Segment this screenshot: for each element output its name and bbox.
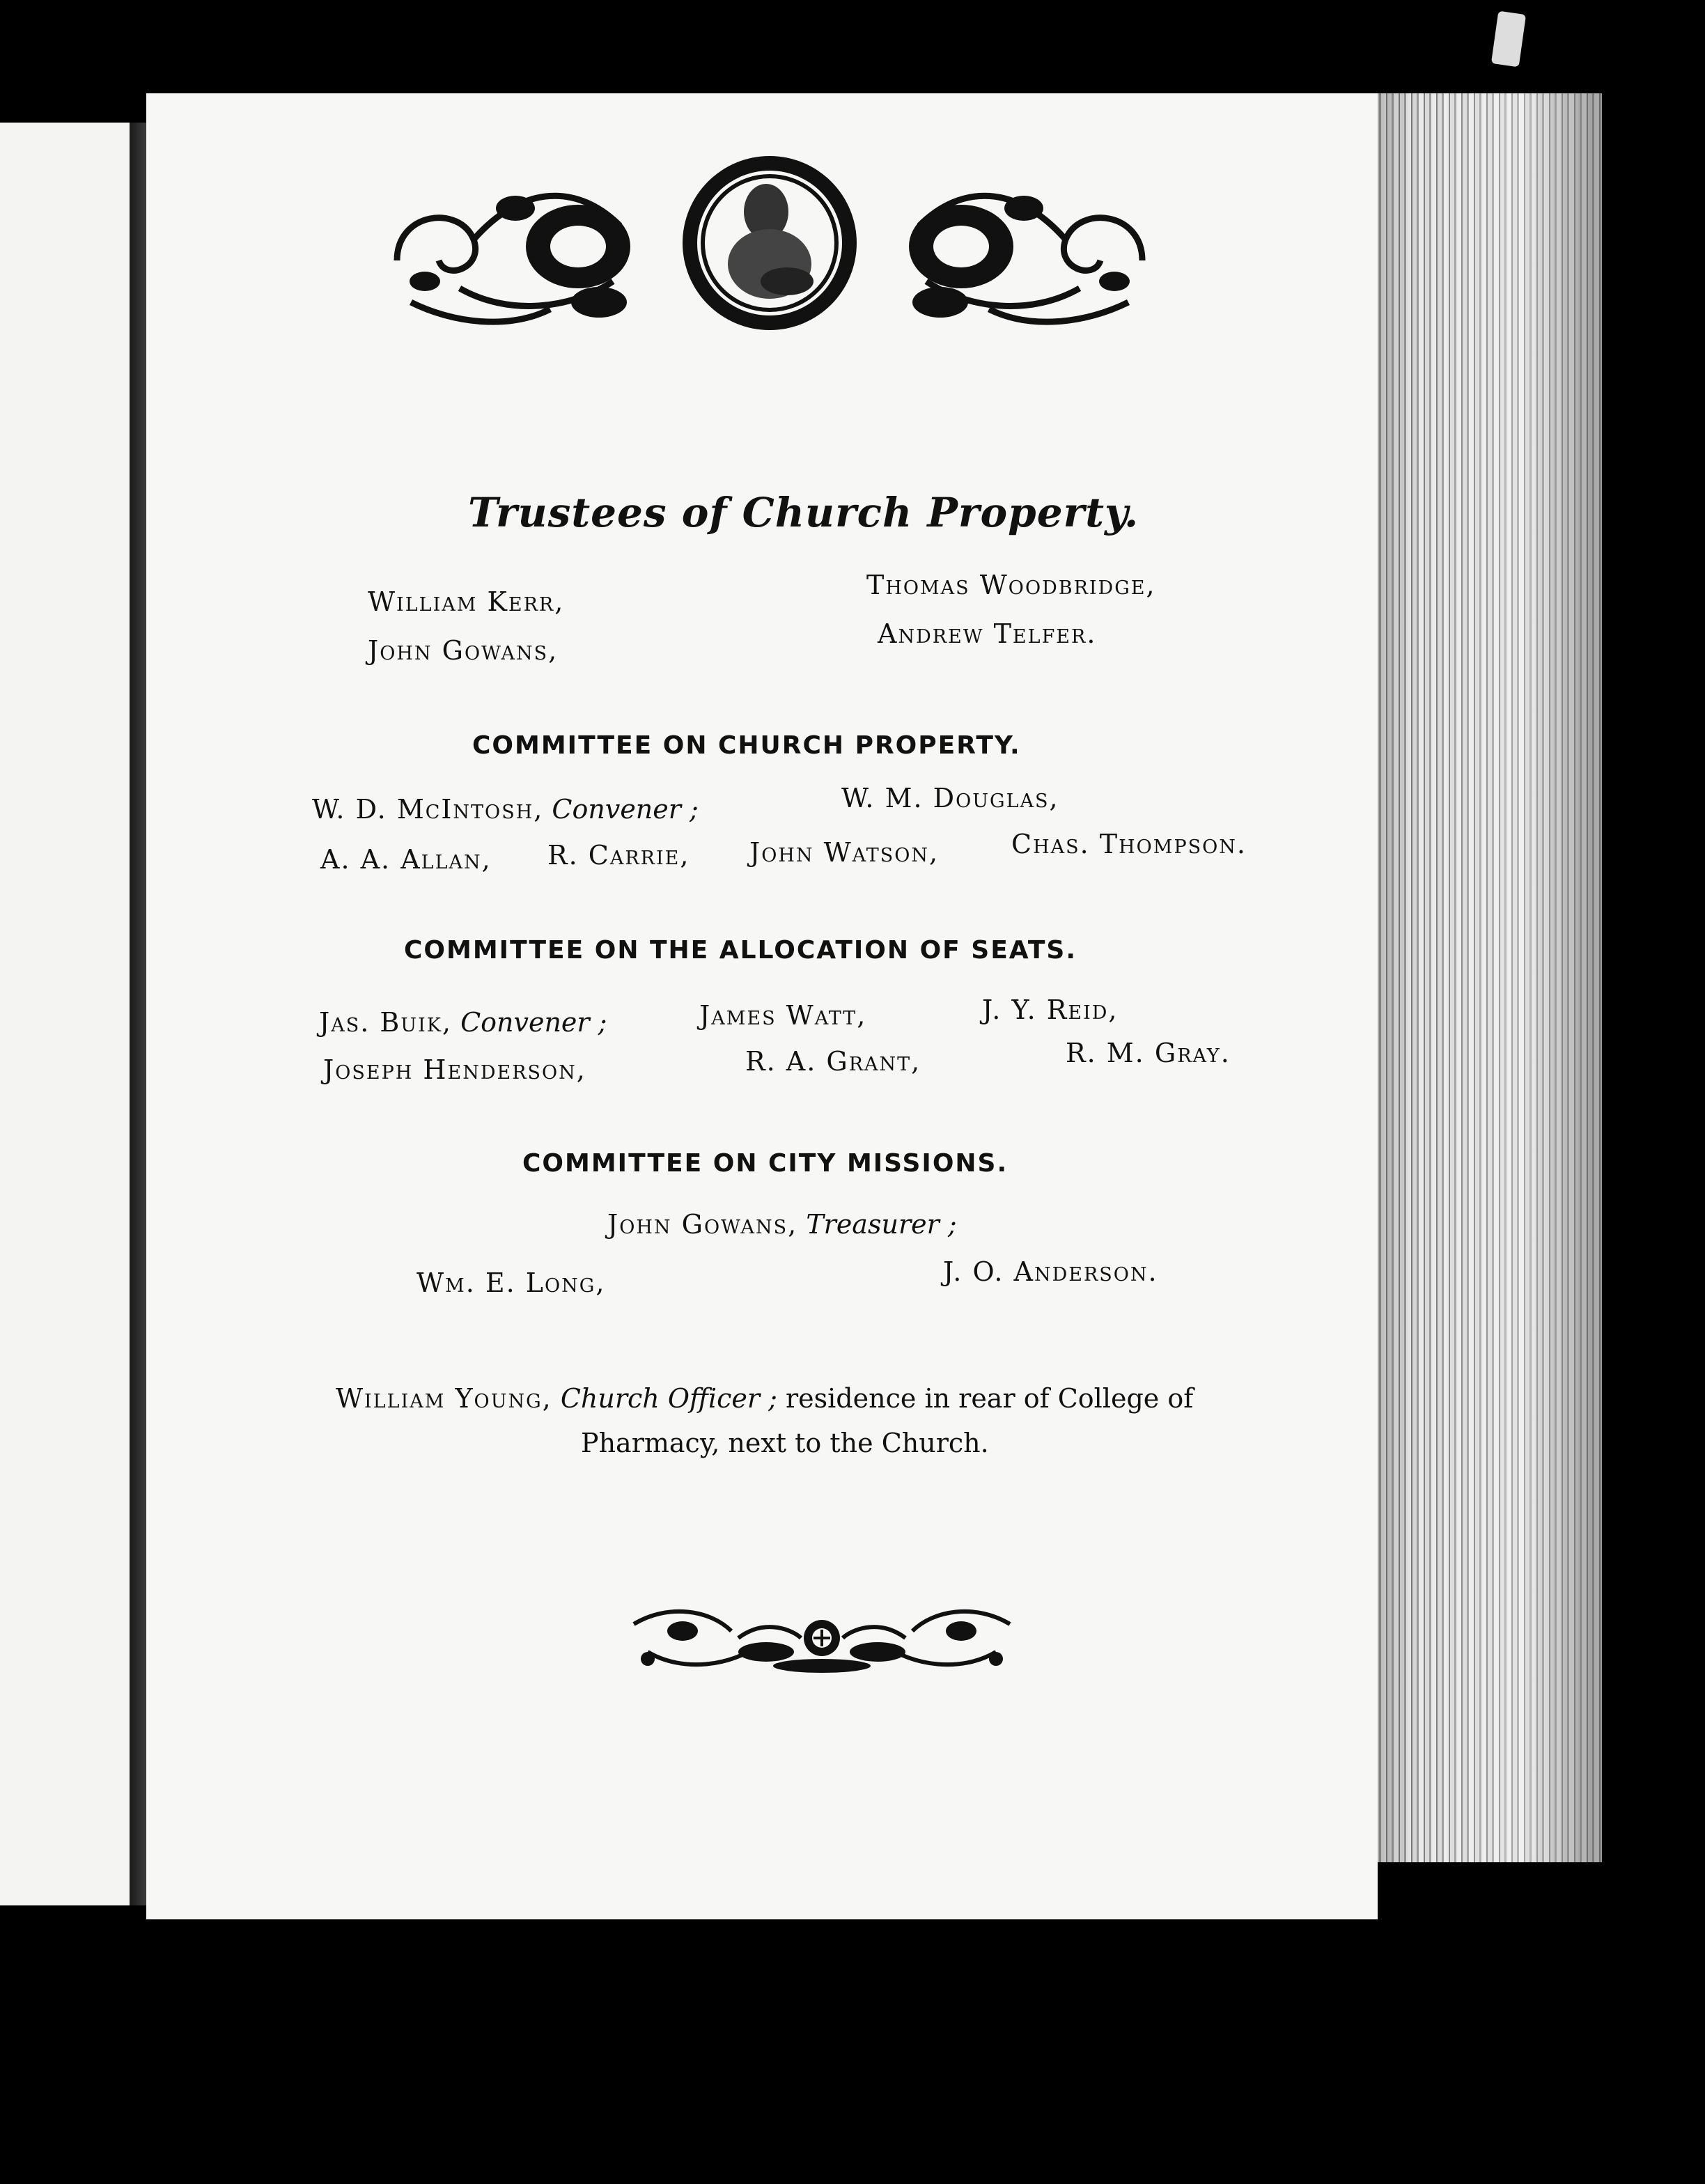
- convener-name: W. D. McIntosh,: [312, 794, 544, 825]
- committee-heading-property: COMMITTEE ON CHURCH PROPERTY.: [472, 731, 1021, 760]
- member-name: R. Carrie,: [547, 840, 690, 871]
- left-page: [0, 123, 139, 1905]
- convener-role: Convener ;: [552, 794, 699, 825]
- officer-role: Church Officer ;: [560, 1383, 777, 1414]
- member-name: Joseph Henderson,: [323, 1054, 586, 1085]
- officer-line: [336, 1383, 1193, 1414]
- convener-line: [312, 794, 699, 825]
- member-name: James Watt,: [699, 1000, 867, 1031]
- officer-name: William Young,: [336, 1383, 552, 1414]
- convener-line: [319, 1007, 607, 1038]
- member-name: R. A. Grant,: [745, 1046, 921, 1077]
- member-name: Chas. Thompson.: [1011, 829, 1247, 859]
- member-name: W. M. Douglas,: [841, 783, 1059, 813]
- paper-tab: [1491, 11, 1526, 68]
- headpiece-ornament-icon: [369, 142, 1170, 344]
- trustee-name: Andrew Telfer.: [878, 618, 1097, 649]
- member-name: J. O. Anderson.: [943, 1256, 1158, 1287]
- committee-heading-missions: COMMITTEE ON CITY MISSIONS.: [522, 1149, 1009, 1178]
- treasurer-role: Treasurer ;: [806, 1209, 957, 1240]
- trustee-name: Thomas Woodbridge,: [866, 570, 1156, 600]
- treasurer-name: John Gowans,: [607, 1209, 798, 1240]
- member-name: Wm. E. Long,: [416, 1268, 606, 1298]
- trustee-name: William Kerr,: [368, 586, 565, 617]
- officer-residence: residence in rear of College of: [786, 1383, 1194, 1414]
- convener-role: Convener ;: [460, 1007, 607, 1038]
- committee-heading-seats: COMMITTEE ON THE ALLOCATION OF SEATS.: [404, 936, 1077, 965]
- member-name: A. A. Allan,: [320, 844, 492, 875]
- page-title: Trustees of Church Property.: [468, 489, 1139, 536]
- tailpiece-ornament-icon: [627, 1596, 1017, 1680]
- convener-name: Jas. Buik,: [319, 1007, 452, 1038]
- member-name: J. Y. Reid,: [982, 994, 1119, 1025]
- member-name: R. M. Gray.: [1066, 1038, 1231, 1068]
- member-name: John Watson,: [749, 837, 940, 868]
- trustee-name: John Gowans,: [368, 635, 559, 666]
- treasurer-line: [607, 1209, 957, 1240]
- officer-residence-cont: Pharmacy, next to the Church.: [581, 1428, 989, 1458]
